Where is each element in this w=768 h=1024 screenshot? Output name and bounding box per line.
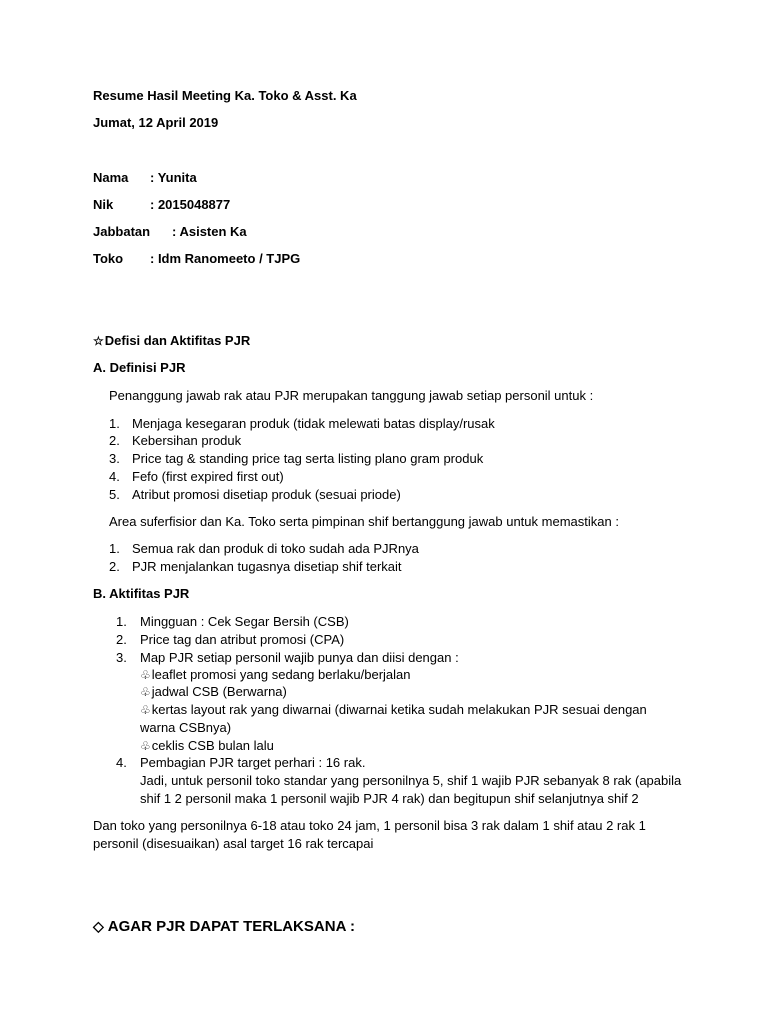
list-number: 3. (109, 451, 120, 466)
identity-label-name: Nama (93, 170, 129, 185)
club-outline-icon: ♧ (140, 668, 151, 682)
list-number: 1. (109, 416, 120, 431)
identity-value-toko: : Idm Ranomeeto / TJPG (150, 251, 301, 266)
list-number: 2. (109, 433, 120, 448)
list-number: 1. (116, 614, 127, 629)
section-b-subitem (140, 667, 410, 683)
identity-value-name: : Yunita (150, 170, 197, 185)
section-b-subitem-text: jadwal CSB (Berwarna) (151, 684, 287, 699)
identity-value-jabatan: : Asisten Ka (172, 224, 247, 239)
section-b-item-4-detail-1: Jadi, untuk personil toko standar yang personilnya 5, shif 1 wajib PJR sebanyak 8 rak (apabila (140, 773, 682, 788)
list-number: 1. (109, 541, 120, 556)
list-number: 3. (116, 650, 127, 665)
closing-line-1: Dan toko yang personilnya 6-18 atau toko 24 jam, 1 personil bisa 3 rak dalam 1 shif atau 2 rak 1 (93, 818, 646, 833)
section-a-intro: Penanggung jawab rak atau PJR merupakan tanggung jawab setiap personil untuk : (109, 388, 594, 403)
identity-label-nik: Nik (93, 197, 114, 212)
list-number: 4. (109, 469, 120, 484)
section-b-item-2: Price tag dan atribut promosi (CPA) (140, 632, 345, 647)
section-b-subitem-text: leaflet promosi yang sedang berlaku/berjalan (151, 667, 411, 682)
identity-label-toko: Toko (93, 251, 124, 266)
section-a-item2-1: Semua rak dan produk di toko sudah ada PJRnya (132, 541, 419, 556)
closing-line-2: personil (disesuaikan) asal target 16 rak tercapai (93, 836, 374, 851)
main-section-title: Defisi dan Aktifitas PJR (104, 333, 251, 348)
section-b-subitem (140, 684, 287, 700)
identity-value-nik: : 2015048877 (150, 197, 231, 212)
section-a-item-3: Price tag & standing price tag serta listing plano gram produk (132, 451, 484, 466)
club-outline-icon: ♧ (140, 739, 151, 753)
section-b-item-4: Pembagian PJR target perhari : 16 rak. (140, 755, 366, 770)
footer-heading-text: AGAR PJR DAPAT TERLAKSANA : (107, 918, 356, 935)
section-a-item-1: Menjaga kesegaran produk (tidak melewati batas display/rusak (132, 416, 495, 431)
section-b-item-1: Mingguan : Cek Segar Bersih (CSB) (140, 614, 349, 629)
document-title: Resume Hasil Meeting Ka. Toko & Asst. Ka (93, 88, 357, 103)
footer-heading (93, 917, 355, 936)
section-b-subitem (140, 702, 647, 718)
section-b-title: B. Aktifitas PJR (93, 586, 190, 601)
section-b-item-3: Map PJR setiap personil wajib punya dan diisi dengan : (140, 650, 459, 665)
list-number: 2. (109, 559, 120, 574)
section-a-item2-2: PJR menjalankan tugasnya disetiap shif terkait (132, 559, 402, 574)
club-outline-icon: ♧ (140, 685, 151, 699)
section-b-item-4-detail-2: shif 1 2 personil maka 1 personil wajib PJR 4 rak) dan begitupun shif selanjutnya shif 2 (140, 791, 639, 806)
list-number: 4. (116, 755, 127, 770)
section-b-subitem-text: ceklis CSB bulan lalu (151, 738, 274, 753)
star-outline-icon: ☆ (93, 334, 104, 348)
section-a-title: A. Definisi PJR (93, 360, 186, 375)
section-a-item-5: Atribut promosi disetiap produk (sesuai priode) (132, 487, 401, 502)
document-date: Jumat, 12 April 2019 (93, 115, 219, 130)
section-b-subitem (140, 738, 274, 754)
section-a-item-2: Kebersihan produk (132, 433, 242, 448)
main-section-heading (93, 333, 250, 349)
section-a-intro-2: Area suferfisior dan Ka. Toko serta pimpinan shif bertanggung jawab untuk memastikan : (109, 514, 619, 529)
club-outline-icon: ♧ (140, 703, 151, 717)
identity-label-jabatan: Jabbatan (93, 224, 151, 239)
section-b-subitem-continuation: warna CSBnya) (140, 720, 232, 735)
list-number: 2. (116, 632, 127, 647)
list-number: 5. (109, 487, 120, 502)
section-a-item-4: Fefo (first expired first out) (132, 469, 284, 484)
diamond-outline-icon: ◇ (93, 918, 104, 934)
section-b-subitem-text: kertas layout rak yang diwarnai (diwarnai ketika sudah melakukan PJR sesuai dengan (151, 702, 647, 717)
